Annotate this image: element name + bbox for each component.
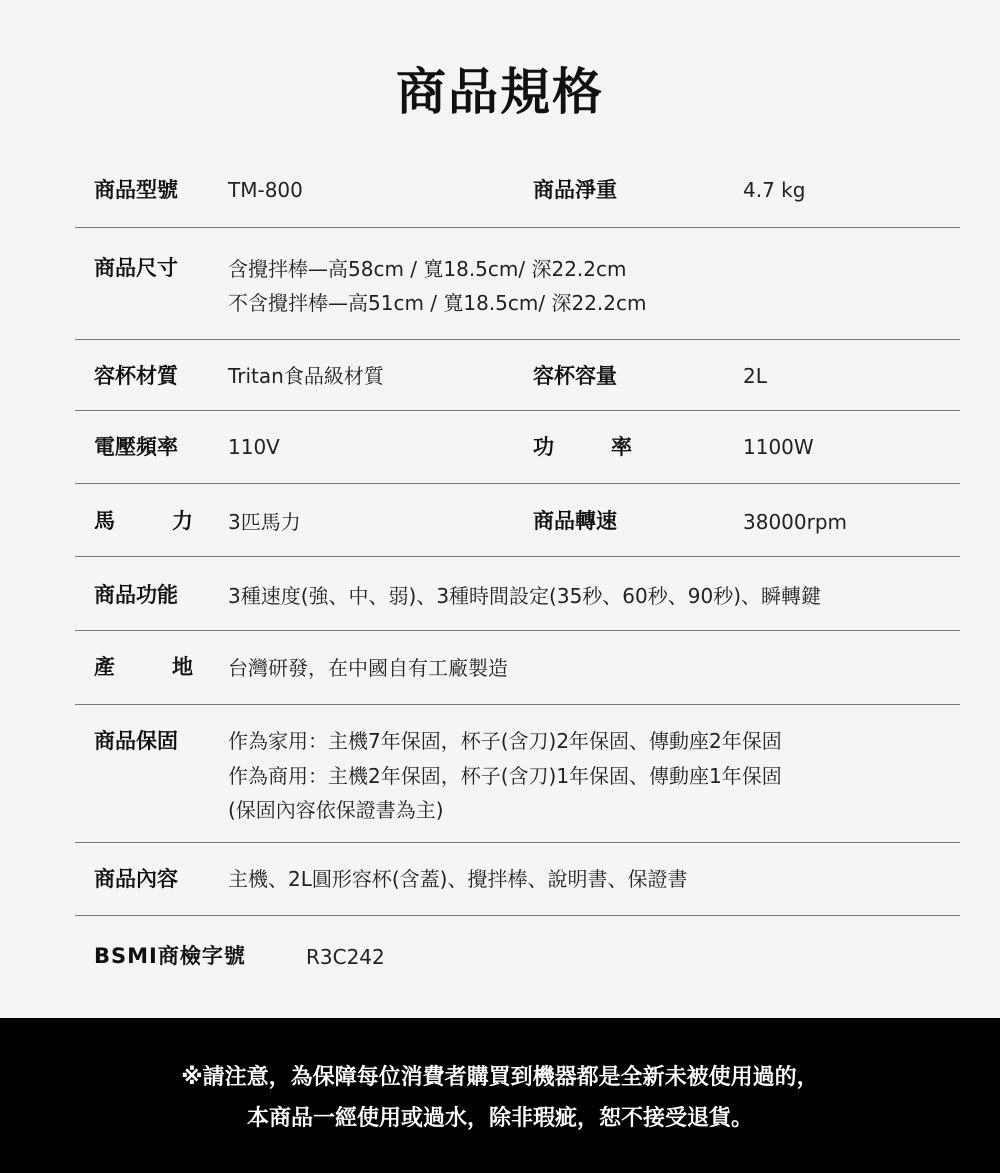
weight-label: 商品淨重 xyxy=(533,178,617,202)
cup-capacity-value: 2L xyxy=(743,364,767,388)
function-label: 商品功能 xyxy=(94,583,178,607)
horsepower-label-char-2: 力 xyxy=(172,509,193,533)
divider xyxy=(75,339,960,340)
cup-material-value: Tritan食品級材質 xyxy=(228,364,384,388)
notice-line-2: 本商品一經使用或過水，除非瑕疵，恕不接受退貨。 xyxy=(246,1106,753,1131)
contents-label: 商品內容 xyxy=(94,867,178,891)
horsepower-label-char-1: 馬 xyxy=(94,509,115,533)
size-label: 商品尺寸 xyxy=(94,256,178,280)
bsmi-label: BSMI商檢字號 xyxy=(94,944,246,968)
divider xyxy=(75,915,960,916)
speed-value: 38000rpm xyxy=(743,510,848,534)
function-value: 3種速度(強、中、弱)、3種時間設定(35秒、60秒、90秒)、瞬轉鍵 xyxy=(228,584,822,608)
cup-capacity-label: 容杯容量 xyxy=(533,364,617,388)
warranty-line-1: 作為家用：主機7年保固，杯子(含刀)2年保固、傳動座2年保固 xyxy=(228,729,782,753)
voltage-label: 電壓頻率 xyxy=(94,435,178,459)
size-line-1: 含攪拌棒—高58cm / 寬18.5cm/ 深22.2cm xyxy=(228,257,627,281)
origin-label-char-2: 地 xyxy=(172,655,193,679)
model-value: TM-800 xyxy=(228,178,303,202)
notice-line-1: ※請注意，為保障每位消費者購買到機器都是全新未被使用過的， xyxy=(181,1065,819,1090)
notice-banner xyxy=(0,1018,1000,1173)
weight-value: 4.7 kg xyxy=(743,178,806,202)
origin-label xyxy=(94,653,193,681)
horsepower-label xyxy=(94,507,193,535)
power-label-char-1: 功 xyxy=(533,435,554,459)
horsepower-value: 3匹馬力 xyxy=(228,510,301,534)
size-line-2: 不含攪拌棒—高51cm / 寬18.5cm/ 深22.2cm xyxy=(228,291,647,315)
model-label: 商品型號 xyxy=(94,178,178,202)
divider xyxy=(75,630,960,631)
origin-value: 台灣研發，在中國自有工廠製造 xyxy=(228,656,508,680)
power-value: 1100W xyxy=(743,435,814,459)
origin-label-char-1: 產 xyxy=(94,655,115,679)
divider xyxy=(75,556,960,557)
speed-label: 商品轉速 xyxy=(533,509,617,533)
warranty-line-3: (保固內容依保證書為主) xyxy=(228,798,444,822)
contents-value: 主機、2L圓形容杯(含蓋)、攪拌棒、說明書、保證書 xyxy=(228,867,688,891)
page-title: 商品規格 xyxy=(396,63,604,121)
divider xyxy=(75,227,960,228)
power-label-char-2: 率 xyxy=(611,435,632,459)
divider xyxy=(75,842,960,843)
voltage-value: 110V xyxy=(228,435,280,459)
divider xyxy=(75,483,960,484)
warranty-label: 商品保固 xyxy=(94,729,178,753)
divider xyxy=(75,410,960,411)
bsmi-value: R3C242 xyxy=(306,945,385,969)
power-label xyxy=(533,433,632,461)
warranty-line-2: 作為商用：主機2年保固，杯子(含刀)1年保固、傳動座1年保固 xyxy=(228,764,782,788)
cup-material-label: 容杯材質 xyxy=(94,364,178,388)
divider xyxy=(75,704,960,705)
